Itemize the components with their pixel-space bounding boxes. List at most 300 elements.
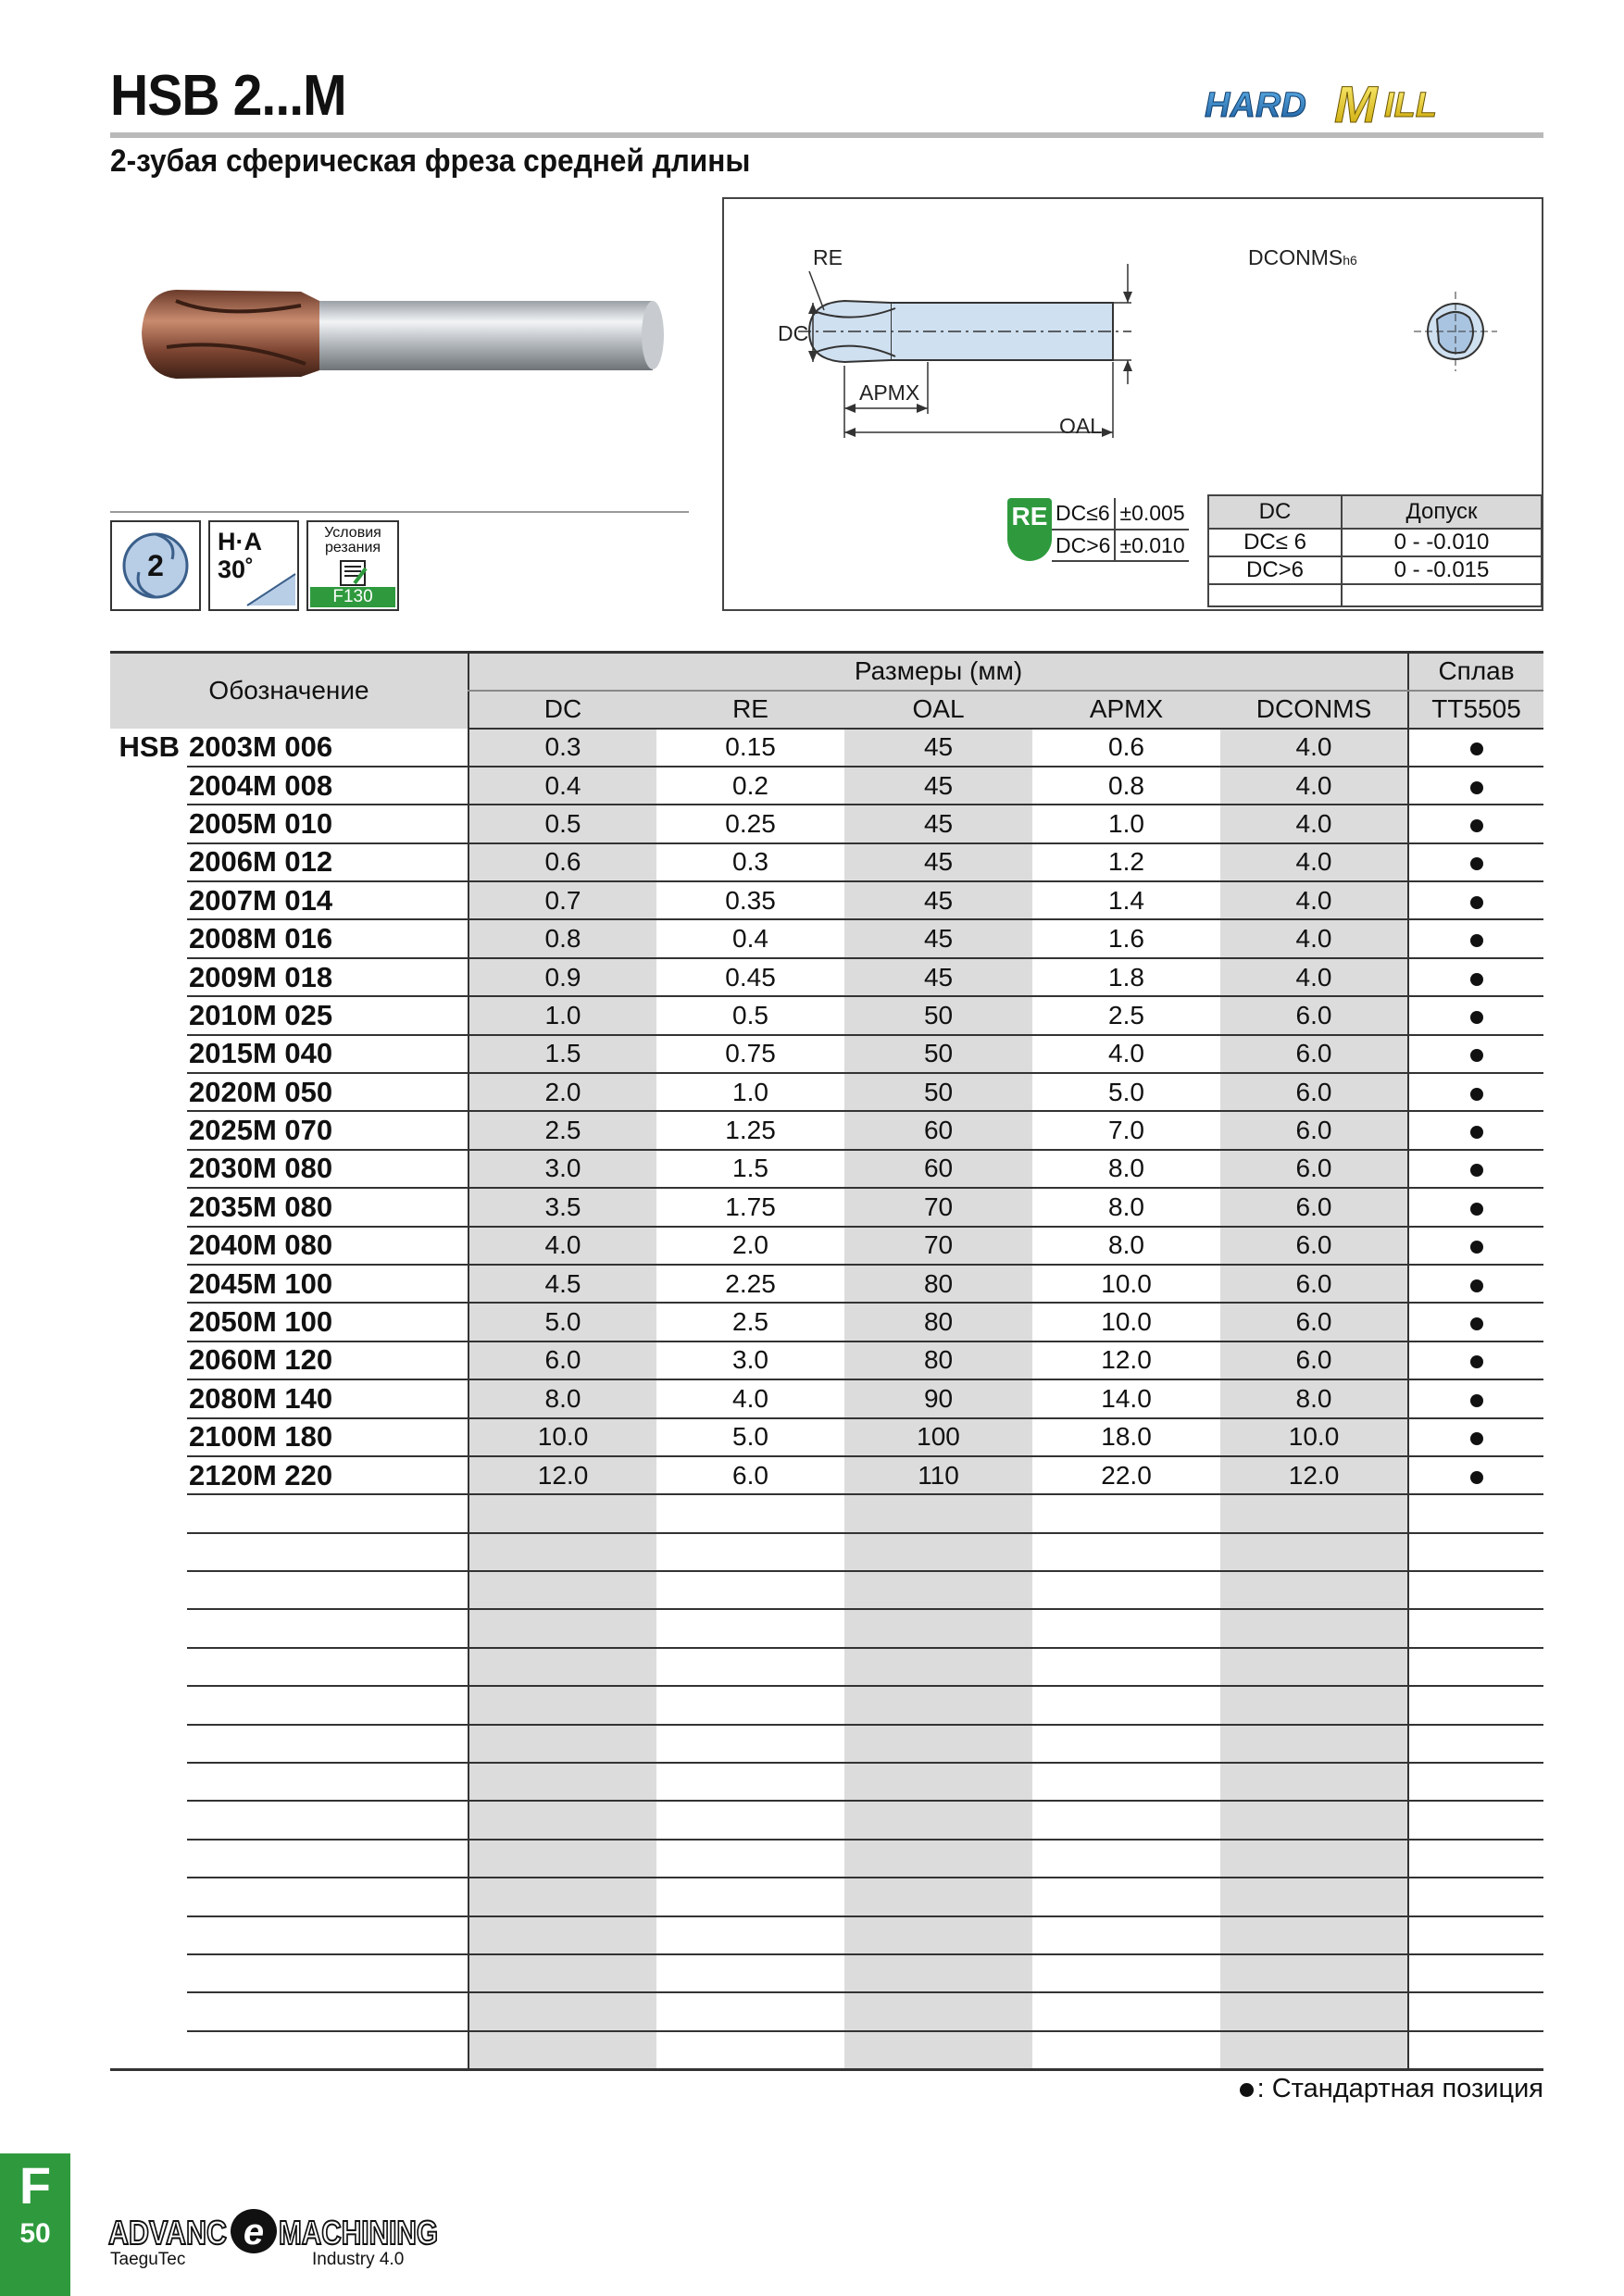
cell-grade [1408,1379,1543,1417]
cell-oal: 50 [844,996,1032,1034]
svg-text:H·A: H·A [218,528,262,555]
cell-dc [468,1609,656,1647]
cell-grade [1408,1456,1543,1494]
designation-cell [187,1840,468,1878]
designation-prefix [110,843,187,881]
table-row [110,1303,1543,1341]
cell-re: 0.4 [656,919,844,957]
cell-re: 3.0 [656,1341,844,1379]
cell-re [656,1916,844,1954]
table-row [110,1878,1543,1915]
cell-re [656,1686,844,1724]
standard-dot-icon [1470,1241,1483,1254]
cell-oal: 45 [844,805,1032,842]
cell-dc: 0.4 [468,767,656,805]
cell-grade [1408,1418,1543,1456]
cell-oal [844,1763,1032,1801]
standard-dot-icon [1470,1203,1483,1216]
cell-dconms: 6.0 [1220,1303,1408,1341]
cell-grade [1408,843,1543,881]
cell-dconms [1220,1954,1408,1992]
designation-cell: 2025M 070 [187,1111,468,1149]
table-row [110,1494,1543,1532]
grade-header: Сплав [1408,653,1543,691]
helix-angle-icon [208,520,299,611]
cell-dconms: 4.0 [1220,729,1408,767]
cell-dconms: 8.0 [1220,1379,1408,1417]
cell-dc: 0.8 [468,919,656,957]
cell-apmx: 18.0 [1032,1418,1220,1456]
cell-dconms [1220,1916,1408,1954]
designation-cell: 2007M 014 [187,881,468,919]
cell-oal: 100 [844,1418,1032,1456]
designation-cell: 2100M 180 [187,1418,468,1456]
cell-grade [1408,1227,1543,1265]
designation-prefix [110,881,187,919]
standard-dot-icon [1470,973,1483,986]
designation-cell [187,1571,468,1609]
cell-dc [468,1763,656,1801]
cell-dconms: 6.0 [1220,1150,1408,1188]
standard-dot-icon [1470,857,1483,870]
standard-dot-icon [1470,1088,1483,1101]
cell-dc: 0.6 [468,843,656,881]
cell-dc: 3.0 [468,1150,656,1188]
table-row [110,958,1543,996]
cell-apmx: 8.0 [1032,1227,1220,1265]
designation-cell [187,1878,468,1915]
designation-cell: 2080M 140 [187,1379,468,1417]
table-row [110,919,1543,957]
table-row [110,1073,1543,1111]
designation-prefix [110,1188,187,1226]
designation-prefix [110,1878,187,1915]
table-row [110,1648,1543,1686]
designation-cell: 2004M 008 [187,767,468,805]
dc-tolerance-table [1207,494,1543,607]
designation-prefix [110,767,187,805]
designation-cell [187,1686,468,1724]
cell-dc [468,1916,656,1954]
designation-prefix [110,1954,187,1992]
cell-apmx [1032,1533,1220,1571]
cell-apmx: 4.0 [1032,1035,1220,1073]
cell-dconms [1220,1801,1408,1839]
designation-prefix [110,1303,187,1341]
standard-dot-icon [1470,1279,1483,1292]
cell-apmx: 1.0 [1032,805,1220,842]
cell-apmx: 1.2 [1032,843,1220,881]
cell-dconms [1220,1533,1408,1571]
designation-prefix [110,1648,187,1686]
cell-apmx [1032,2031,1220,2069]
cell-dc: 0.3 [468,729,656,767]
cell-re [656,1533,844,1571]
cell-dc [468,1494,656,1532]
cell-dconms: 6.0 [1220,1188,1408,1226]
cell-oal [844,1725,1032,1763]
designation-cell: 2006M 012 [187,843,468,881]
svg-text:TaeguTec: TaeguTec [110,2250,186,2269]
cell-oal [844,1609,1032,1647]
cell-apmx: 1.6 [1032,919,1220,957]
designation-cell [187,1609,468,1647]
cell-dconms [1220,1840,1408,1878]
cell-grade [1408,1303,1543,1341]
cell-dconms: 4.0 [1220,958,1408,996]
page-title: HSB 2...M [110,64,346,128]
table-row [110,1265,1543,1303]
cell-apmx: 5.0 [1032,1073,1220,1111]
cell-re: 0.45 [656,958,844,996]
cell-oal [844,1494,1032,1532]
cell-dc [468,1992,656,2030]
label-dc: DC [778,321,809,345]
cell-oal: 60 [844,1111,1032,1149]
designation-prefix [110,1073,187,1111]
cell-grade [1408,1609,1543,1647]
cell-apmx [1032,1763,1220,1801]
cell-re: 5.0 [656,1418,844,1456]
cell-grade [1408,1265,1543,1303]
cell-dc: 3.5 [468,1188,656,1226]
cell-oal: 45 [844,881,1032,919]
designation-prefix [110,919,187,957]
cell-re: 0.75 [656,1035,844,1073]
cell-dc [468,1686,656,1724]
table-row [110,1035,1543,1073]
cell-oal: 45 [844,767,1032,805]
standard-dot-icon [1470,1355,1483,1368]
designation-prefix [110,1992,187,2030]
cell-dconms [1220,1763,1408,1801]
cell-oal [844,1840,1032,1878]
designation-cell: 2020M 050 [187,1073,468,1111]
svg-text:e: e [243,2212,265,2252]
cell-grade [1408,919,1543,957]
cutting-conditions-icon[interactable] [306,520,399,611]
designation-prefix [110,1418,187,1456]
standard-dot-icon [1470,1317,1483,1330]
cell-dc: 12.0 [468,1456,656,1494]
cell-oal: 50 [844,1035,1032,1073]
designation-prefix [110,1111,187,1149]
cell-oal: 60 [844,1150,1032,1188]
table-row [110,1456,1543,1494]
svg-text:HARD: HARD [1205,86,1306,125]
cell-dc [468,1533,656,1571]
cell-re [656,1725,844,1763]
cell-dconms [1220,1686,1408,1724]
table-row [110,1725,1543,1763]
svg-text:ADVANC: ADVANC [108,2214,227,2252]
svg-text:ILL: ILL [1384,86,1437,125]
cell-dconms [1220,1609,1408,1647]
cell-dc: 2.5 [468,1111,656,1149]
re-tolerance-table [1052,498,1189,562]
cell-grade [1408,1878,1543,1915]
cell-oal: 110 [844,1456,1032,1494]
cell-oal: 45 [844,958,1032,996]
label-dconms: DCONMSh6 [1248,245,1357,269]
designation-prefix [110,1456,187,1494]
table-row [110,805,1543,842]
table-row [110,1801,1543,1839]
designation-prefix [110,1763,187,1801]
cell-dc: 10.0 [468,1418,656,1456]
cell-re: 0.35 [656,881,844,919]
cell-oal: 90 [844,1379,1032,1417]
table-row [110,1916,1543,1954]
cell-oal [844,1916,1032,1954]
designation-prefix [110,805,187,842]
cell-oal: 70 [844,1227,1032,1265]
cell-grade [1408,1992,1543,2030]
designation-prefix [110,1571,187,1609]
designation-cell: 2120M 220 [187,1456,468,1494]
cell-apmx [1032,1840,1220,1878]
re-cond-1: DC≤6 [1052,498,1115,530]
table-row [110,1992,1543,2030]
cell-apmx: 10.0 [1032,1303,1220,1341]
re-tol-2: ±0.010 [1115,530,1188,561]
designation-prefix: HSB [119,730,180,764]
tol-value-1: 0 - -0.010 [1342,529,1542,556]
table-row [110,1227,1543,1265]
designation-prefix [110,1609,187,1647]
cell-oal [844,1878,1032,1915]
cell-grade [1408,1035,1543,1073]
designation-cell: 2040M 080 [187,1227,468,1265]
cell-dc: 1.5 [468,1035,656,1073]
cell-apmx [1032,1571,1220,1609]
designation-cell [187,1916,468,1954]
cell-grade [1408,958,1543,996]
table-row [110,729,1543,767]
cell-oal [844,2031,1032,2069]
standard-dot-icon [1240,2083,1254,2097]
legend: : Стандартная позиция [1240,2074,1543,2104]
designation-prefix [110,1341,187,1379]
designation-cell: 2008M 016 [187,919,468,957]
re-cond-2: DC>6 [1052,530,1115,561]
cell-re: 2.25 [656,1265,844,1303]
table-row [110,1341,1543,1379]
cell-dconms: 6.0 [1220,996,1408,1034]
dimensions-header: Размеры (мм) [468,653,1408,691]
col-header-dconms: DCONMS [1220,691,1408,729]
designation-cell [187,1725,468,1763]
page-number: 50 [19,2218,51,2249]
cell-oal [844,1954,1032,1992]
cell-grade [1408,805,1543,842]
cell-dconms [1220,1571,1408,1609]
table-row [110,2031,1543,2069]
conditions-label: Условия резания [324,525,381,555]
designation-cell [187,1801,468,1839]
label-oal: OAL [1059,414,1103,438]
cell-re [656,1840,844,1878]
cell-dc: 6.0 [468,1341,656,1379]
col-header-apmx: APMX [1032,691,1220,729]
col-header-grade: TT5505 [1408,691,1543,729]
cell-apmx [1032,1916,1220,1954]
standard-dot-icon [1470,1394,1483,1407]
cell-dc [468,2031,656,2069]
cell-apmx [1032,1954,1220,1992]
cell-re: 6.0 [656,1456,844,1494]
cell-grade [1408,1150,1543,1188]
cell-grade [1408,881,1543,919]
standard-dot-icon [1470,934,1483,947]
cell-dconms: 6.0 [1220,1073,1408,1111]
designation-cell: 2050M 100 [187,1303,468,1341]
designation-cell: 2035M 080 [187,1188,468,1226]
cell-oal: 50 [844,1073,1032,1111]
cell-grade [1408,1648,1543,1686]
cell-oal: 45 [844,919,1032,957]
flutes-icon [110,520,201,611]
cell-grade [1408,2031,1543,2069]
designation-prefix [110,1801,187,1839]
cell-apmx [1032,1725,1220,1763]
designation-cell [187,1648,468,1686]
svg-text:Industry 4.0: Industry 4.0 [312,2250,405,2269]
cell-re: 0.25 [656,805,844,842]
tool-photo [139,282,671,384]
cell-re [656,1954,844,1992]
cell-re [656,1992,844,2030]
designation-prefix [110,2031,187,2069]
cell-re [656,1494,844,1532]
cell-dconms: 4.0 [1220,919,1408,957]
cell-dc: 0.5 [468,805,656,842]
cell-grade [1408,1763,1543,1801]
cell-dconms [1220,1648,1408,1686]
cell-dconms [1220,1878,1408,1915]
cell-oal: 45 [844,843,1032,881]
table-row [110,881,1543,919]
re-badge: RE [1007,498,1052,561]
standard-dot-icon [1470,1164,1483,1177]
designation-cell [187,1954,468,1992]
table-row [110,1571,1543,1609]
table-row [110,1533,1543,1571]
cell-dconms: 4.0 [1220,767,1408,805]
table-row [110,1379,1543,1417]
svg-text:M: M [1334,75,1378,133]
cell-apmx [1032,1686,1220,1724]
cell-oal [844,1533,1032,1571]
cell-oal [844,1571,1032,1609]
standard-dot-icon [1470,1471,1483,1484]
cell-oal: 80 [844,1265,1032,1303]
standard-dot-icon [1470,742,1483,755]
designation-prefix [110,958,187,996]
cell-dconms: 6.0 [1220,1341,1408,1379]
cell-grade [1408,996,1543,1034]
designation-prefix [110,1725,187,1763]
cell-dconms: 6.0 [1220,1265,1408,1303]
designation-cell: 2009M 018 [187,958,468,996]
cell-apmx [1032,1801,1220,1839]
cell-oal: 45 [844,729,1032,767]
cell-dc [468,1801,656,1839]
cell-dconms [1220,1725,1408,1763]
cell-dc [468,1878,656,1915]
cell-re: 2.5 [656,1303,844,1341]
standard-dot-icon [1470,819,1483,832]
designation-cell: 2060M 120 [187,1341,468,1379]
cell-grade [1408,729,1543,767]
cell-grade [1408,1916,1543,1954]
cell-re [656,2031,844,2069]
cell-oal [844,1801,1032,1839]
cell-dc: 4.0 [468,1227,656,1265]
cell-grade [1408,1686,1543,1724]
cell-apmx: 12.0 [1032,1341,1220,1379]
designation-cell: 2030M 080 [187,1150,468,1188]
designation-cell [187,1763,468,1801]
cell-dconms [1220,1992,1408,2030]
standard-dot-icon [1470,1432,1483,1445]
cell-dc: 5.0 [468,1303,656,1341]
designation-cell: 2045M 100 [187,1265,468,1303]
svg-text:30˚: 30˚ [218,555,255,583]
cell-dconms [1220,2031,1408,2069]
cell-apmx [1032,1878,1220,1915]
designation-cell: 2005M 010 [187,805,468,842]
designation-cell [187,1533,468,1571]
cell-grade [1408,1725,1543,1763]
icon-rule [110,511,689,513]
cell-re: 1.75 [656,1188,844,1226]
cell-dconms: 4.0 [1220,881,1408,919]
designation-cell [187,1992,468,2030]
designation-cell: 2003M 006 [187,729,468,767]
title-rule [110,132,1543,138]
page-subtitle: 2-зубая сферическая фреза средней длины [110,144,751,179]
cell-re: 0.15 [656,729,844,767]
svg-text:2: 2 [147,549,164,582]
cell-oal [844,1648,1032,1686]
cell-dc: 0.7 [468,881,656,919]
cell-dconms: 10.0 [1220,1418,1408,1456]
cell-apmx: 8.0 [1032,1188,1220,1226]
svg-text:MACHINING: MACHINING [279,2214,438,2252]
cell-re: 1.0 [656,1073,844,1111]
cell-dconms: 6.0 [1220,1035,1408,1073]
tol-dc-1: DC≤ 6 [1208,529,1342,556]
cell-dc [468,1725,656,1763]
designation-prefix [110,1379,187,1417]
cell-apmx: 0.6 [1032,729,1220,767]
col-header-dc: DC [468,691,656,729]
cell-apmx: 1.8 [1032,958,1220,996]
cell-re: 2.0 [656,1227,844,1265]
designation-cell [187,1494,468,1532]
cell-dconms [1220,1494,1408,1532]
cell-dc [468,1648,656,1686]
cell-re: 4.0 [656,1379,844,1417]
cell-grade [1408,1571,1543,1609]
standard-dot-icon [1470,1011,1483,1024]
cell-apmx: 7.0 [1032,1111,1220,1149]
cell-grade [1408,1494,1543,1532]
cell-grade [1408,1801,1543,1839]
cell-dconms: 4.0 [1220,805,1408,842]
table-row [110,996,1543,1034]
